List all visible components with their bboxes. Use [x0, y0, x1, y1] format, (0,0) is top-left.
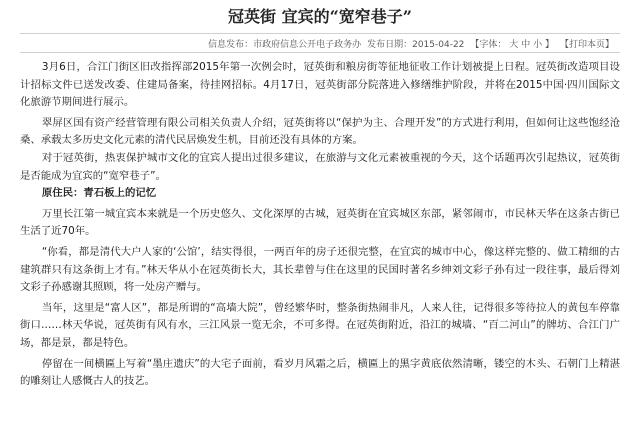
article-paragraph: 翠屏区国有资产经营管理有限公司相关负责人介绍，冠英街将以“保护为主、合理开发”的方式进行利用，但如何让这些饱经沧桑、承载太多历史文化元素的清代民居焕发生机，目前还没有具体的方案。 [20, 116, 620, 147]
article-paragraph: “你看，都是清代大户人家的‘公馆’，结实得很，一两百年的房子还很完整，在宜宾的城市中心，像这样完整的、做工精细的古建筑群只有这条街上才有。”林天华从小在冠英街长大，其长辈曾与住在这里的民国时著名乡绅刘文彩子孙有过一段往事，最后得刘文彩子孙感谢其照顾，将一处房产赠与。 [20, 245, 620, 294]
article-paragraph: 3月6日，合江门街区旧改指挥部2015年第一次例会时，冠英街和粮房街等征地征收工作计划被提上日程。冠英街改造项目设计招标文件已送发改委、住建局备案，待挂网招标。4月17日，冠英街部分院落进入修缮维护阶段，并将在2015中国·四川国际文化旅游节期间进行展示。 [20, 61, 620, 109]
font-size-medium-link[interactable]: 中 [521, 39, 531, 50]
font-size-large-link[interactable]: 大 [509, 39, 519, 50]
section-heading: 原住民：青石板上的记忆 [41, 187, 157, 200]
print-page-link[interactable]: 【打印本页】 [559, 39, 614, 50]
article-paragraph: 对于冠英街，热衷保护城市文化的宜宾人提出过很多建议，在旅游与文化元素被重视的今天，这个话题再次引起热议，冠英街是否能成为宜宾的“宽窄巷子”。 [20, 151, 620, 182]
article-paragraph: 停留在一间横匾上写着“墨庄遗庆”的大宅子面前，看岁月风霜之后，横匾上的黑字黄底依然清晰，镂空的木头、石朝门上精湛的雕刻让人感慨古人的技艺。 [20, 357, 620, 388]
font-size-small-link[interactable]: 小 [533, 39, 543, 50]
article-paragraph: 当年，这里是“富人区”，都是所谓的“高墙大院”，曾经繁华时，整条街热闹非凡，人来人往，记得很多等待拉人的黄包车停靠街口……林天华说，冠英街有风有水，三江风景一览无余，不可多得。在冠英街附近，沿江的城墙、“百二河山”的牌坊、合江门广场，都是景，都是特色。 [20, 301, 620, 349]
article-title: 冠英街 宜宾的“宽窄巷子” [228, 7, 412, 26]
font-size-label: 【字体： [470, 39, 507, 50]
font-size-close-bracket: 】 [544, 39, 554, 50]
article-body [20, 59, 620, 391]
article-meta-bar [20, 33, 620, 53]
article-paragraph: 万里长江第一城宜宾本来就是一个历史悠久、文化深厚的古城，冠英街在宜宾城区东部，紧邻闹市，市民林天华在这条古街已生活了近70年。 [20, 207, 620, 238]
meta-source: 信息发布：市政府信息公开电子政务办 [208, 39, 362, 50]
font-size-control [470, 37, 554, 50]
meta-date: 发布日期：2015-04-22 [367, 39, 465, 50]
